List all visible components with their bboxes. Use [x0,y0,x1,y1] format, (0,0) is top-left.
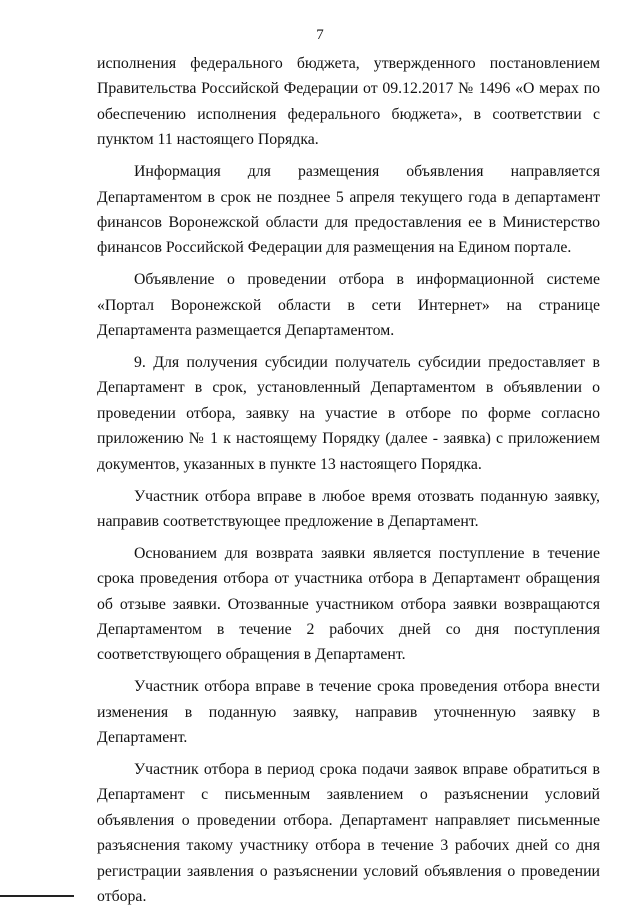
paragraph-withdraw-application: Участник отбора вправе в любое время отозвать поданную заявку, направив соответствующее предложение в Департамент. [97,487,600,530]
paragraph-continuation: исполнения федерального бюджета, утвержденного постановлением Правительства Российской Федерации от 09.12.2017 № 1496 «О мерах по обеспечению исполнения федерального бюджета», в соответствии с пунктом 11 настоящего Порядка. [97,55,600,149]
scan-edge-line [0,895,74,897]
paragraph-modify-application: Участник отбора вправе в течение срока проведения отбора внести изменения в поданную заявку, направив уточненную заявку в Департамент. [97,678,600,747]
paragraph-announcement-info: Информация для размещения объявления направляется Департаментом в срок не позднее 5 апреля текущего года в департамент финансов Воронежской области для предоставления ее в Министерство финансов Российской Федерации для размещения на Едином портале. [97,163,600,257]
page-number: 7 [316,27,324,43]
paragraph-announcement-portal: Объявление о проведении отбора в информационной системе «Портал Воронежской области в сети Интернет» на странице Департамента размещается Департаментом. [97,271,600,340]
paragraph-item-9: 9. Для получения субсидии получатель субсидии предоставляет в Департамент в срок, установленный Департаментом в объявлении о проведении отбора, заявку на участие в отборе по форме согласно приложению № 1 к настоящему Порядку (далее - заявка) с приложением документов, указанных в пункте 13 настоящего Порядка. [97,353,600,473]
document-body [97,51,600,916]
paragraph-return-application: Основанием для возврата заявки является поступление в течение срока проведения отбора от участника отбора в Департамент обращения об отзыве заявки. Отозванные участником отбора заявки возвращаются Департаментом в течение 2 рабочих дней со дня поступления соответствующего обращения в Департамент. [97,544,600,664]
paragraph-clarification-request: Участник отбора в период срока подачи заявок вправе обратиться в Департамент с письменным заявлением о разъяснении условий объявления о проведении отбора. Департамент направляет письменные разъяснения такому участнику отбора в течение 3 рабочих дней со дня регистрации заявления о разъяснении условий объявления о проведении отбора. [97,761,600,906]
